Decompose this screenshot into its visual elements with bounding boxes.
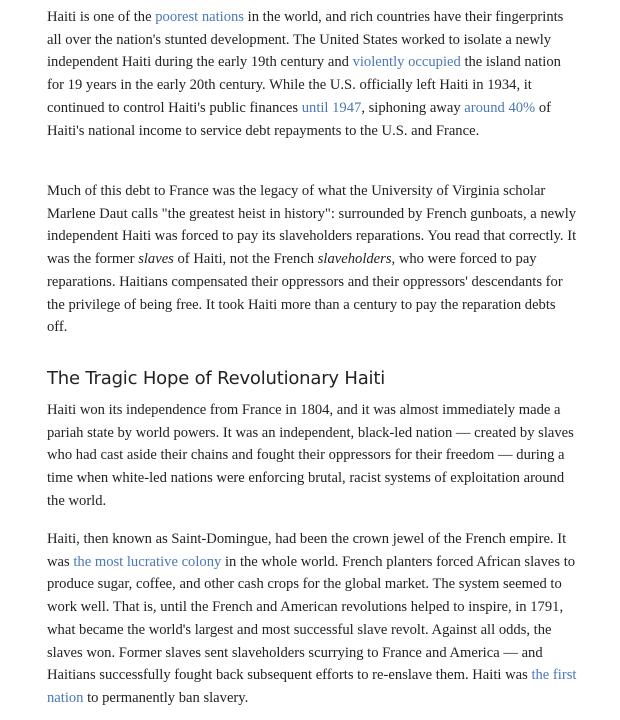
link-violently-occupied[interactable]: violently occupied <box>352 54 461 71</box>
emphasis-slaves: slaves <box>138 251 174 268</box>
paragraph-independence <box>47 399 579 513</box>
link-until-1947[interactable]: until 1947 <box>301 99 362 116</box>
link-around-40-percent[interactable]: around 40% <box>464 99 536 116</box>
paragraph-haiti-poverty <box>47 6 579 142</box>
paragraph-text: in the whole world. French planters forced African slaves to produce sugar, coffee, and other cash crops for the global market. The system seemed to work well. That is, until the French and American revolutions helped to inspire, in 1791, what became the world's largest and most successful slave revolt. Against all odds, the slaves won. Former slaves sent slaveholders scurrying to France and America — and Haitians successfully fought back subsequent efforts to re-enslave them. Haiti was <box>47 553 576 684</box>
link-first-nation[interactable]: the first nation <box>47 667 577 706</box>
emphasis-slaveholders: slaveholders <box>317 251 392 268</box>
paragraph-text: to permanently ban slavery. <box>83 689 249 706</box>
paragraph-text: , siphoning away <box>361 99 465 116</box>
link-poorest-nations[interactable]: poorest nations <box>155 9 244 25</box>
section-heading: The Tragic Hope of Revolutionary Haiti <box>47 368 386 389</box>
paragraph-text: Haiti, then known as Saint-Domingue, had been the crown jewel of the French empire. It was <box>47 531 567 570</box>
paragraph-saint-domingue <box>47 528 579 710</box>
paragraph-text: , who were forced to pay reparations. Haitians compensated their oppressors and their oppressors' descendants for the privilege of being free. It took Haiti more than a century to pay the reparation debts off. <box>47 251 563 336</box>
paragraph-text: of Haiti, not the French <box>173 251 318 268</box>
paragraph-text: Haiti won its independence from France in 1804, and it was almost immediately made a pariah state by world powers. It was an independent, black-led nation — created by slaves who had cast aside their chains and fought their oppressors for their freedom — during a time when white-led nations were enforcing brutal, racist systems of exploitation around the world. <box>47 402 574 509</box>
paragraph-text: of Haiti's national income to service debt repayments to the U.S. and France. <box>47 99 552 139</box>
paragraph-text: Haiti is one of the <box>47 9 156 25</box>
link-most-lucrative-colony[interactable]: the most lucrative colony <box>73 553 222 570</box>
paragraph-text: Much of this debt to France was the legacy of what the University of Virginia scholar Marlene Daut calls "the greatest heist in history": surrounded by French gunboats, a newly independent Haiti was forced to pay its slaveholders reparations. You read that correctly. It was the former <box>47 183 577 268</box>
paragraph-debt-to-france <box>47 180 579 339</box>
paragraph-text: in the world, and rich countries have their fingerprints all over the nation's stunted development. The United States worked to isolate a newly independent Haiti during the early 19th century and <box>47 9 564 71</box>
paragraph-text: the island nation for 19 years in the early 20th century. While the U.S. officially left Haiti in 1934, it continued to control Haiti's public finances <box>47 54 561 116</box>
